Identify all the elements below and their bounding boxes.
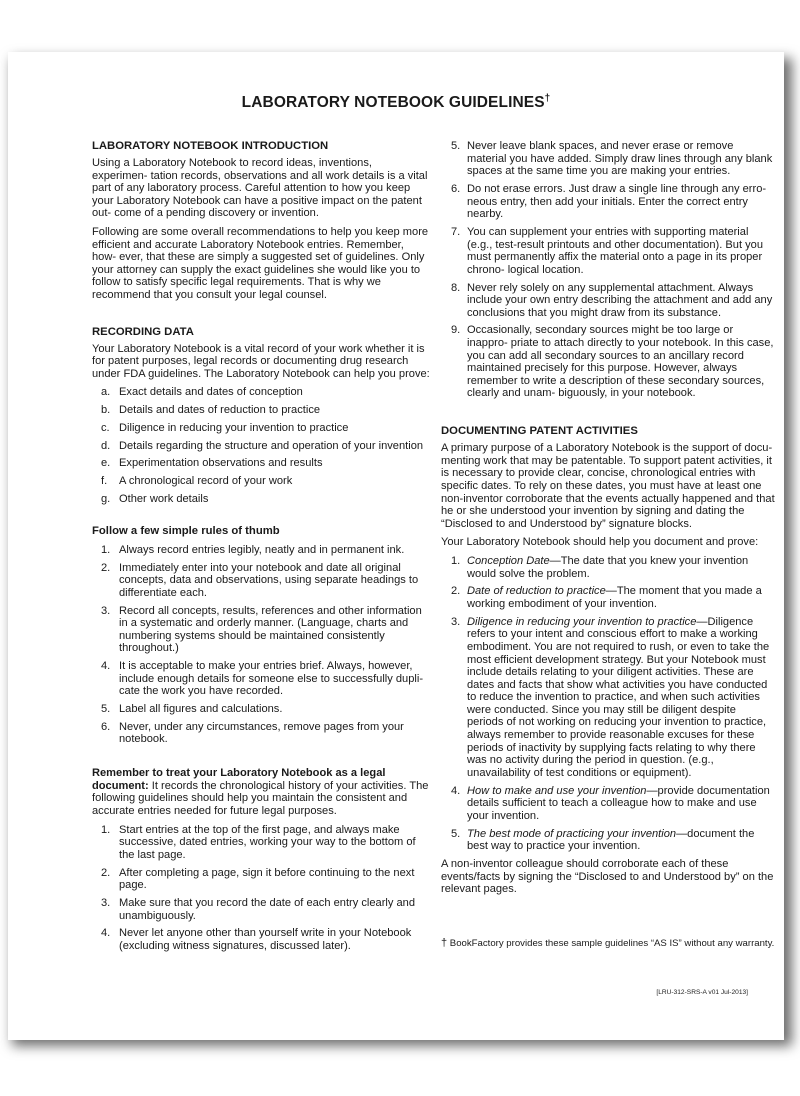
intro-paragraph-2: Following are some overall recommendations to help you keep more efficient and accurate Laboratory Notebook entries. Remember, how- ever, that these are simply a suggested set of guidelines. Only your attorney can supply the exact guidelines she would like you to follow to satisfy specific legal requirements. That is why we recommend that you consult your legal counsel. [92, 225, 429, 301]
list-item: 9. Occasionally, secondary sources might be too large or inappro- priate to attach directly to your notebook. In this case, you can add all secondary sources to an ancillary record maintained precisely for this purpose. However, always remember to write a description of these secondary sources, clearly and unam- biguously, in your notebook. [451, 324, 774, 400]
list-item: 1. Start entries at the top of the first page, and always make successive, dated entries, working your way to the bottom of the last page. [101, 823, 416, 861]
document-code: [LRU-312-SRS-A v01 Jul-2013] [656, 989, 748, 996]
list-item: 3. Record all concepts, results, references and other information in a systematic and orderly manner. (Language, charts and numbering systems should be maintained consistently throughout.) [101, 604, 422, 655]
patent-paragraph-1: A primary purpose of a Laboratory Notebook is the support of docu- menting work that may be patentable. To support patent activities, it is necessary to provide clear, concise, chronological entries with specific dates. To rely on these dates, you must have at least one non-inventor corroborate that the events actually happened and that he or she understood your invention by signing and dating the “Disclosed to and Understood by” signature blocks. [441, 442, 775, 530]
footnote-dagger: † [441, 937, 448, 949]
title-dagger: † [544, 93, 551, 104]
guidelines-list [92, 824, 430, 953]
list-item: 5. Label all figures and calculations. [101, 703, 283, 716]
list-item: 2. Date of reduction to practice—The moment that you made a working embodiment of your invention. [451, 585, 762, 610]
guidelines-list-continued [441, 140, 775, 400]
footnote: † BookFactory provides these sample guidelines “AS IS” without any warranty. [441, 937, 775, 949]
list-item: b. Details and dates of reduction to practice [101, 404, 321, 417]
prove-list [92, 386, 430, 505]
patent-paragraph-3: A non-inventor colleague should corroborate each of these events/facts by signing the “Disclosed to and Understood by” on the relevant pages. [441, 857, 774, 896]
intro-heading: LABORATORY NOTEBOOK INTRODUCTION [92, 140, 329, 152]
list-item: c. Diligence in reducing your invention to practice [101, 421, 349, 434]
list-item: 4. It is acceptable to make your entries brief. Always, however, include enough details for someone else to successfully dupli- cate the work you have recorded. [101, 660, 424, 698]
patent-heading: DOCUMENTING PATENT ACTIVITIES [441, 425, 638, 438]
list-item: 5. The best mode of practicing your invention—document the best way to practice your invention. [451, 827, 755, 853]
intro-paragraph-1: Using a Laboratory Notebook to record ideas, inventions, experimen- tation records, observations and all work details is a vital part of any laboratory process. Careful attention to how you keep your Laboratory Notebook can have a positive impact on the patent out- come of a pending discovery or invention. [92, 157, 428, 220]
list-item: 5. Never leave blank spaces, and never erase or remove material you have added. Simply draw lines through any blank spaces at the same time you are making your entries. [451, 140, 773, 178]
list-item: 1. Always record entries legibly, neatly and in permanent ink. [101, 543, 405, 556]
remember-paragraph: Remember to treat your Laboratory Notebook as a legal document: It records the chronological history of your activities. The following guidelines should help you maintain the consistent and accurate entries needed for future legal purposes. [92, 767, 429, 817]
list-item: 6. Never, under any circumstances, remove pages from your notebook. [101, 720, 404, 746]
list-item: 3. Make sure that you record the date of each entry clearly and unambiguously. [101, 896, 415, 922]
rules-section [92, 525, 430, 746]
patent-paragraph-2: Your Laboratory Notebook should help you document and prove: [441, 536, 759, 549]
list-item: g. Other work details [101, 493, 209, 505]
list-item: 6. Do not erase errors. Just draw a single line through any erro- neous entry, then add your initials. Enter the correct entry nearby. [451, 182, 767, 221]
rules-heading: Follow a few simple rules of thumb [92, 524, 280, 537]
list-item: e. Experimentation observations and results [101, 457, 323, 470]
page-title: LABORATORY NOTEBOOK GUIDELINES† [241, 93, 551, 111]
rules-list [92, 544, 430, 746]
list-item: 7. You can supplement your entries with supporting material (e.g., test-result printouts and other documentation). But you must permanently affix the material onto a page in its proper chrono- logical location. [451, 225, 763, 276]
list-item: 1. Conception Date—The date that you knew your invention would solve the problem. [451, 554, 749, 580]
list-item: a. Exact details and dates of conception [101, 386, 303, 399]
right-column [441, 140, 775, 902]
list-item: f. A chronological record of your work [101, 475, 293, 488]
document-page [8, 52, 784, 1040]
list-item: d. Details regarding the structure and operation of your invention [101, 439, 424, 452]
recording-heading: RECORDING DATA [92, 325, 194, 338]
list-item: 8. Never rely solely on any supplemental attachment. Always include your own entry describing the attachment and add any conclusions that you might draw from its substance. [451, 281, 773, 319]
patent-list [441, 555, 775, 853]
recording-paragraph: Your Laboratory Notebook is a vital record of your work whether it is for patent purposes, legal records or documenting drug research under FDA guidelines. The Laboratory Notebook can help you prove: [92, 342, 430, 380]
list-item: 2. Immediately enter into your notebook and date all original concepts, data and observations, using separate headings to differentiate each. [101, 561, 419, 599]
list-item: 4. Never let anyone other than yourself write in your Notebook (excluding witness signatures, discussed later). [101, 927, 412, 952]
list-item: 2. After completing a page, sign it before continuing to the next page. [101, 866, 415, 892]
list-item: 3. Diligence in reducing your invention to practice—Diligence refers to your intent and conscious effort to make a working embodiment. You are not required to rush, or even to take the most efficient development strategy. But your Notebook must include details relating to your diligent activities. These are dates and facts that show what activities you have conducted to reduce the invention to practice, and when such activities were conducted. Since you may still be diligent despite periods of not working on reducing your invention to practice, always remember to provide reasonable excuses for these periods of inactivity by supplying facts relating to why there was no activity during the period in question. (e.g., unavailability of test conditions or equipment). [451, 615, 770, 779]
list-item: 4. How to make and use your invention—provide documentation details sufficient to teach a colleague how to make and use your invention. [451, 784, 770, 822]
left-column [92, 140, 430, 958]
